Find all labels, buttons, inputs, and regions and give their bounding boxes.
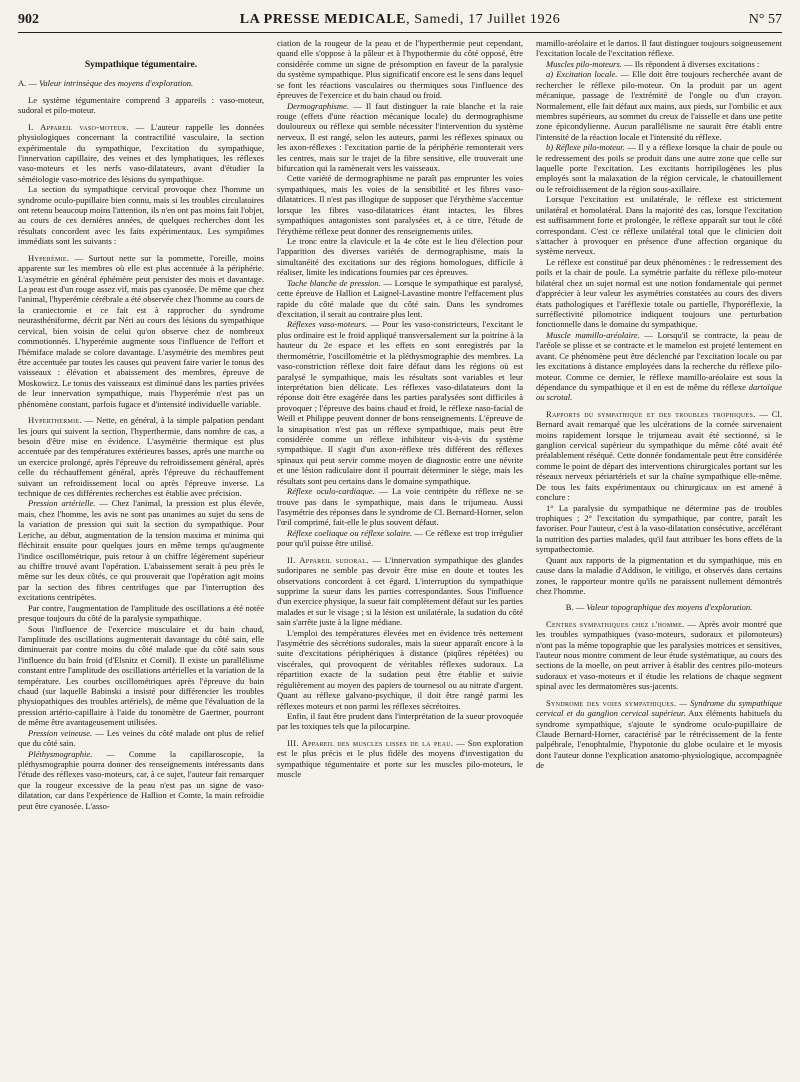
run-in-heading: Tache blanche de pression. [287,277,381,288]
paragraph-muscle-mamillo-areolaire [536,330,782,403]
run-in-heading: Pléthysmographie. [28,748,93,759]
paragraph-text: — Lorsqu'il se contracte, la peau de l'aréole se plisse et se contracte et le mamelon est projeté lentement en avant. Ce phénomène peut être déclenché par l'excitation locale ou par les excitations à distance employées dans la recherche du réflexe pilo-moteur. Comme ce dernier, le réflexe mamillo-aréolaire est sous la dépendance du sympathique et il en est de même du réflexe [536,329,782,392]
paragraph-reflexe-solaire [277,528,523,549]
paragraph: Quant aux rapports de la pigmentation et du sympathique, mis en cause dans la maladie d'Addison, le vitiligo, et observés dans certains zones, le rapporteur montre qu'ils ne paraissent nullement démontrés chez l'homme. [536,554,782,596]
column-2 [277,38,523,1078]
column-1 [18,38,264,1078]
paragraph-text: — L'auteur rappelle les données physiologiques concernant la contractilité vasculaire, la section expérimentale du sympathique, l'excitation du sympathique, l'innervation capillaire, des veines et des lymphatiques, les réflexes vaso-moteurs et les nerfs vaso-dilatateurs, avant d'étudier la séméiologie vaso-motrice des lésions du sympathique. [18,121,264,184]
subsection-a-lead: A. — [18,78,40,89]
issue-date: , Samedi, 17 Juillet 1926 [406,12,561,27]
run-in-heading: Syndrome des voies sympathiques. [546,697,677,708]
paragraph: Le système tégumentaire comprend 3 appareils : vaso-moteur, sudoral et pilo-moteur. [18,94,264,116]
paragraph-muscles-pilo-moteurs [536,59,782,69]
paragraph-text: — Les veines du côté malade ont plus de relief que du côté sain. [18,727,264,749]
run-in-heading: Centres sympathiques chez l'homme. [546,618,685,629]
paragraph-text: — La voie centripète du réflexe ne se trouve pas dans le sympathique, mais dans le trijumeau. Aussi l'asymétrie des réponses dans le syndrome de Cl. Bernard-Horner, selon l'œil comprimé, fait-elle le plus souvent défaut. [277,486,523,528]
paragraph-text: — Son exploration est le plus précis et le plus fidèle des moyens d'investigation du sympathique tégumentaire et porte sur les muscles pilo-moteurs, le muscle [277,737,523,780]
paragraph-tache-blanche [277,278,523,320]
paragraph: Par contre, l'augmentation de l'amplitude des oscillations a été notée presque toujours du côté de la paralysie sympathique. [18,602,264,624]
subsection-b-heading [536,602,782,612]
paragraph-excitation-locale [536,69,782,142]
paragraph-text: — Nette, en général, à la simple palpation pendant les jours qui suivent la section, l'hyperthermie, dans nombre de cas, a besoin d'être mise en évidence. L'asymétrie thermique est plus accentuée par des températures extérieures basses, après une marche ou un exercice prolongé, après l'épreuve du refroidissement général, après celle du réchauffement général, après l'épreuve du réchauffement suivant un refroidissement local ou après l'épreuve inverse. La technique de ces différentes recherches est établie avec précision. [18,415,264,499]
paragraph-hyperemie [18,253,264,409]
paragraph-reflexe-oculo-cardiaque [277,486,523,528]
run-in-heading: Dermographisme. [287,100,349,111]
run-in-heading: b) Réflexe pilo-moteur. [546,142,625,153]
run-in-heading: a) Excitation locale. [546,69,618,80]
journal-name: LA PRESSE MEDICALE [239,12,407,27]
paragraph: Le tronc entre la clavicule et la 4e côte est le lieu d'élection pour l'apparition des diverses variétés de dermographisme, mais la simultanéité des excitations sur des régions homologues, difficile à réaliser, limite les indications fournies par ces épreuves. [277,236,523,278]
journal-title [18,10,782,30]
paragraph-text: — Elle doit être toujours recherchée avant de rechercher le réflexe pilo-moteur. On la produit par un agent mécanique, passage de l'extrémité de l'ongle ou d'un crayon. Normalement, elle fait défaut aux mains, aux pieds, sur l'ombilic et aux membres supérieurs, au sommet du creux de l'aisselle et dans une petite zone épicondylienne. Aucun parallélisme ne saurait être établi entre l'intensité de la réaction locale et l'intensité du réflexe. [536,69,782,142]
paragraph-text: — Chez l'animal, la pression est plus élevée, mais, chez l'homme, les avis ne sont pas unanimes au sujet du sens de la variation de pression qui suit la section du sympathique. Pour Leriche, au début, augmentation de la tension maxima et minima qui fléchirait ensuite pour quelques jours en même temps qu'augmente l'indice oscillométrique, puis retour à un chiffre légèrement supérieur au chiffre trouvé avant l'opération. L'abaissement serait à peu près le même sur les deux côtés, ce qui prouverait que l'opération agit moins par la section des fibres centrifuges que par l'interruption des excitations centripètes. [18,498,264,603]
paragraph: La section du sympathique cervical provoque chez l'homme un syndrome oculo-pupillaire bien connu, mais si les troubles circulatoires ont retenu beaucoup moins l'attention, ils n'en ont pas moins fait l'objet, au cours de ces dernières années, de quelques recherches dont les résultats concordent avec les faits expérimentaux. Les symptômes immédiats sont les suivants : [18,184,264,247]
paragraph-text: — Après avoir montré que les troubles sympathiques (vaso-moteurs, sudoraux et pilomoteurs) n'ont pas la même topographie que les paralysies motrices et sensitives, l'auteur nous montre comment de leur étude systématique, au cours des sections de la moelle, on peut arriver à établir des centres pilo-moteurs sudoraux et vaso-moteurs et il étudie les relations de chaque segment spinal avec les dermatomères sus-jacents. [536,618,782,692]
run-in-heading: I. Appareil vaso-moteur. [28,121,129,132]
paragraph: Le réflexe est constitué par deux phénomènes : le redressement des poils et la chair de poule. La symétrie parfaite du réflexe pilo-moteur bilatéral chez un sujet normal est une notion fondamentale qui permet d'apprécier à leur valeur les asymétries constatées au cours des divers états pathologiques et l'aréflexie totale ou partielle, l'hyporéflexie, la surréflectivité pilomotrice indiquent toujours une perturbation fonctionnelle dans le domaine du sympathique. [536,256,782,330]
paragraph-text: — L'innervation sympathique des glandes sudoripares ne semble pas devoir être mise en doute et toutes les observations concordent à cet égard. L'interruption du sympathique supprime la sueur dans les parties correspondantes. Sous l'influence d'un exercice physique, la sueur fait complètement défaut sur les parties malades et sur le visage ; si la lésion est unilatérale, la sudation du côté sain s'arrête juste à la ligne médiane. [277,554,523,628]
paragraph-troubles-trophiques [536,409,782,503]
paragraph-text: Aux éléments habituels du syndrome sympathique, s'ajoute le syndrome oculo-pupillaire de Claude Bernard-Horner, caractérisé par le rétrécissement de la fente palpébrale, l'enophtalmie, l'hypotonie du globe oculaire et le myosis dont l'auteur donne l'explication anatomo-physiologique, accompagnée de [536,708,782,771]
paragraph: Enfin, il faut être prudent dans l'interprétation de la sueur provoquée par les toxiques tels que la pilocarpine. [277,711,523,732]
paragraph-continued: mamillo-aréolaire et le dartos. Il faut distinguer toujours soigneusement l'excitation locale de l'excitation réflexe. [536,38,782,59]
run-in-heading: Muscle mamillo-aréolaire. [546,329,640,340]
subsection-a-heading [18,78,264,88]
subsection-a-title: Valeur intrinsèque des moyens d'exploration. [39,78,194,89]
paragraph: L'emploi des températures élevées met en évidence très nettement l'asymétrie des sécrétions sudorales, mais la sueur apparaît encore à la suite d'excitations périphériques à distance (piqûres répétées) ou viscérales, qui provoquent de véritables réflexes sudoraux. La répartition exacte de la sudation peut être établie et suivie régulièrement au moyen des papiers de tournesol ou au nitrate d'argent. Quant au réflexe galvano-psychique, il doit être rangé parmi les réflexes moteurs et non parmi les réflexes sécrétoires. [277,627,523,711]
paragraph-text: — Lorsque le sympathique est paralysé, cette épreuve de Hallion et Laignel-Lavastine montre l'effacement plus rapide du côté malade que du côté sain. Dans les syndromes d'excitation, il serait au contraire plus lent. [277,277,523,319]
paragraph-text: — Comme la capillaroscopie, la pléthysmographie pourra donner des renseignements intéressants dans l'étude des réflexes vaso-moteurs, car, à ce sujet, l'auteur fait remarquer que la rougeur excessive de la peau n'est pas un signe de vaso-dilatation, car dans l'expérience de Hallion et Comte, la main refroidie peut être cyanosée. L'asso- [18,748,264,811]
run-in-heading: III. Appareil des muscles lisses de la peau. [287,737,454,748]
paragraph: 1° La paralysie du sympathique ne détermine pas de troubles trophiques ; 2° l'excitation du sympathique, par contre, paraît les favoriser. Pour l'auteur, c'est à la vaso-dilatation consécutive, accélérant la nutrition des parties malades, qu'il faut attribuer les bons effets de la sympathectomie. [536,502,782,555]
subsection-b-title: Valeur topographique des moyens d'exploration. [586,602,753,613]
issue-number: N° 57 [748,12,782,27]
paragraph-tail-italic: dartoïque ou scrotal. [536,381,782,403]
paragraph: Sous l'influence de l'exercice musculaire et du bain chaud, l'amplitude des oscillations augmenterait davantage du côté sain, elle diminuerait par contre moins du côté malade que du côté sain sous l'influence du bain froid (d'Elsnitz et Cornil). Il existe un parallélisme constant entre l'amplitude des oscillations artérielles et la variation de la température. Les courbes oscillométriques après l'épreuve du bain chaud (sur laquelle Babinski a insisté pour différencier les troubles physiopathiques des troubles artériels), de même que l'évaluation de la pression artério-capillaire à l'aide du tonomètre de Gaertner, pourront de même être avantageusement utilisées. [18,623,264,728]
paragraph-text: — Il faut distinguer la raie blanche et la raie rouge (effets d'une réaction mécanique locale) du dermographisme douloureux ou réflexe qui semble nécessiter l'intervention du système nerveux. Il est rangé, selon les auteurs, parmi les réflexes spinaux ou les axon-réflexes : l'excitation partie de la périphérie remonterait vers les centres, mais sur le trajet de la fibre sensitive, elle trouverait une bifurcation qui la ramènerait vers les vaisseaux. [277,100,523,174]
paragraph-pression-arterielle [18,498,264,602]
paragraph-text: — Ce réflexe est trop irrégulier pour qu'il puisse être utilisé. [277,527,523,549]
paragraph-appareil-vaso-moteur [18,122,264,185]
paragraph-appareil-sudoral [277,555,523,628]
paragraph-text: — Ils répondent à diverses excitations : [621,58,760,69]
run-in-heading: Pression artérielle. [28,498,96,509]
run-in-heading: Rapports du sympathique et des troubles trophiques. [546,408,756,419]
run-in-heading: Réflexe oculo-cardiaque. [287,486,375,497]
run-in-heading: Hyperthermie. [28,415,82,426]
paragraph-text: — Cl. Bernard avait remarqué que les ulcérations de la cornée survenaient moins rapidement lorsque le trijumeau avait été sectionné, si le ganglion cervical supérieur du sympathique du même côté avait été préalablement réséqué. Cette donnée fondamentale peut être considérée comme le point de départ des interventions chirurgicales portant sur les réseaux nerveux périartériels et sur la chaîne sympathique elle-même. De tous les faits expérimentaux ou chirurgicaux on est amené à conclure : [536,408,782,503]
paragraph-reflexe-pilo-moteur [536,142,782,194]
run-in-heading: Réflexes vaso-moteurs. [287,319,368,330]
paragraph-plethysmographie [18,749,264,812]
subsection-b-lead: B. — [565,602,587,613]
run-in-heading: Hyperémie. [28,252,70,263]
paragraph: Lorsque l'excitation est unilatérale, le réflexe est strictement unilatéral et homolatéral. Dans la majorité des cas, lorsque l'excitation est suffisamment forte et prolongée, le réflexe apparaît sur tout le côté correspondant. C'est ce réflexe unilatéral total que le clinicien doit s'attacher à provoquer en présence d'une affection organique du système nerveux. [536,194,782,257]
paragraph-dermographisme [277,101,523,174]
paragraph-pression-veineuse [18,728,264,749]
section-heading-sympathique-tegumentaire: Sympathique tégumentaire. [84,60,198,70]
run-in-heading: Pression veineuse. [28,727,93,738]
paragraph-italic-text: — Syndrome du sympathique cervical et du ganglion cervical supérieur. [536,697,782,719]
paragraph-text: — Il y a réflexe lorsque la chair de poule ou le redressement des poils se produit dans une autre zone que celle sur laquelle porte l'excitation. Les excitants horripilogènes les plus employés sont la malaxation de la région cervicale, le chatouillement ou le refroidissement de la région sous-axillaire. [536,142,782,194]
paragraph: Cette variété de dermographisme ne paraît pas emprunter les voies sympathiques, mais les voies de la sensibilité et les fibres vaso-dilatatrices. Il n'est pas illogique de supposer que l'érythème s'accentue lorsque les fibres vaso-dilatatrices étant intactes, les fibres sympathiques antagonistes sont paralysées et, à ce titre, l'étude de l'érythème réflexe peut donner des renseignements utiles. [277,173,523,236]
paragraph-text: — Pour les vaso-constricteurs, l'excitant le plus ordinaire est le froid appliqué transversalement sur la poitrine à la hauteur du 2e espace et les effets en sont enregistrés par la thermométrie, l'oscillométrie et la pléthysmographie des membres. La vaso-constriction réflexe doit faire défaut dans les régions où est paralysé le sympathique, mais les résultats sont variables et leur interprétation bien délicate. Les réflexes vaso-dilatateurs dont la réponse doit être exagérée dans les parties paralysées sont difficiles à provoquer ; l'épreuve des bains chaud et froid, le réflexe naso-facial de Weill et Philippe peuvent donner de bons renseignements. L'épreuve de la sinapisation n'est pas un réflexe sympathique, mais peut être considérée comme un réflexe inhibiteur vis-à-vis du système sympathique. Il s'agit d'un axon-réflexe très différent des réflexes spinaux qui peut servir comme moyen de diagnostic entre une névrite et une lésion radiculaire dont il pourrait déterminer le siège, mais les résultats sont peu certains dans le domaine sympathique. [277,319,523,486]
page-header [18,10,782,33]
paragraph-muscles-lisses [277,738,523,780]
column-3 [536,38,782,1078]
run-in-heading: Réflexe coeliaque ou réflexe solaire. [287,527,413,538]
paragraph-reflexes-vaso-moteurs [277,319,523,486]
paragraph-syndrome-voies-sympathiques [536,698,782,771]
paragraph-text: — Surtout nette sur la pommette, l'oreille, moins apparente sur les membres où elle est plus accentuée à la périphérie. L'asymétrie en général éphémère peut persister des mois et davantage. La peau est d'un rouge assez vif, mais pas cyanosée. De même que chez l'animal, l'hyperémie cérébrale a été observée chez l'homme au cours de la craniectomie et ce fait est à rapprocher du syndrome neurasthéniforme, décrit par Néri au cours des lésions du sympathique cervical, bien voisin de celui qu'on observe chez de nombreux commotionnés. L'hyperémie augmente sous l'influence de l'effort et l'hémiface malade se colore davantage. L'asymétrie des membres peut être accentuée par toutes les causes qui peuvent faire varier le tonus des vaisseaux : élévation et abaissement des membres, épreuve de Moskowicz. Le tonus des vaisseaux est diminué dans les parties privées de leur innervation sympathique, mais l'hyperémie n'est pas un phénomène constant, parfois fugace et d'intensité individuelle variable. [18,252,264,409]
paragraph-hyperthermie [18,415,264,498]
paragraph-continued: ciation de la rougeur de la peau et de l'hyperthermie peut cependant, quand elle s'oppose à la pâleur et à l'hypothermie du côté opposé, être considérée comme un signe de présomption en faveur de la paralysie du système sympathique. Plus significatif encore est le sens dans lequel se font les réactions vasculaires ou thermiques sous l'influence des épreuves de l'exercice et du bain chaud ou froid. [277,38,523,101]
run-in-heading: II. Appareil sudoral. [287,554,369,565]
page-number: 902 [18,12,39,27]
paragraph-centres-sympathiques [536,619,782,692]
run-in-heading: Muscles pilo-moteurs. [546,58,622,69]
